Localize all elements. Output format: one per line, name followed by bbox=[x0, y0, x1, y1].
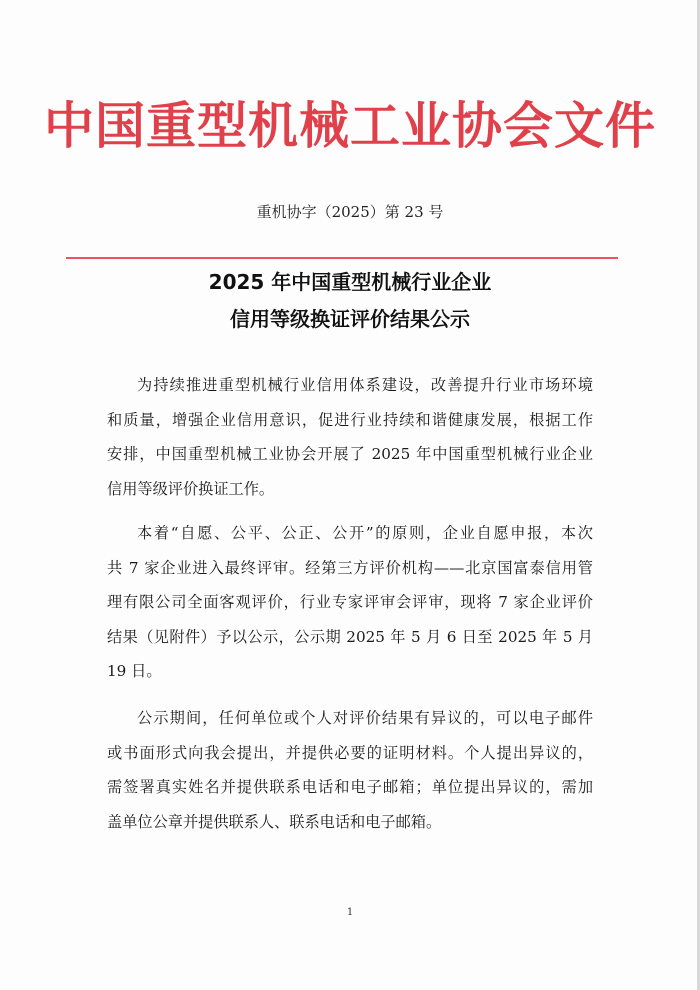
paragraph-line: 和质量，增强企业信用意识，促进行业持续和谐健康发展，根据工作 bbox=[107, 410, 593, 429]
paragraph-line: 盖单位公章并提供联系人、联系电话和电子邮箱。 bbox=[107, 812, 442, 831]
body-paragraph-1 bbox=[107, 368, 593, 506]
paragraph-line: 公示期间，任何单位或个人对评价结果有异议的，可以电子邮件 bbox=[137, 709, 593, 727]
page-number: 1 bbox=[346, 907, 354, 918]
paragraph-line: 结果（见附件）予以公示，公示期 2025 年 5 月 6 日至 2025 年 5 月 bbox=[107, 627, 593, 646]
document-number: 重机协字（2025）第 23 号 bbox=[256, 203, 444, 221]
org-header-title: 中国重型机械工业协会文件 bbox=[44, 96, 656, 155]
paragraph-line: 安排，中国重型机械工业协会开展了 2025 年中国重型机械行业企业 bbox=[107, 445, 593, 463]
red-divider-line bbox=[66, 257, 618, 259]
paragraph-line: 共 7 家企业进入最终评审。经第三方评价机构——北京国富泰信用管 bbox=[107, 558, 593, 577]
paragraph-line: 19 日。 bbox=[107, 662, 162, 680]
paragraph-line: 为持续推进重型机械行业信用体系建设，改善提升行业市场环境 bbox=[137, 376, 593, 394]
paragraph-line: 本着“自愿、公平、公正、公开”的原则，企业自愿申报，本次 bbox=[137, 524, 593, 542]
paragraph-line: 或书面形式向我会提出，并提供必要的证明材料。个人提出异议的， bbox=[107, 743, 593, 762]
paragraph-line: 需签署真实姓名并提供联系电话和电子邮箱；单位提出异议的，需加 bbox=[107, 778, 593, 796]
paragraph-line: 理有限公司全面客观评价，行业专家评审会评审，现将 7 家企业评价 bbox=[107, 593, 593, 611]
body-paragraph-3 bbox=[107, 701, 593, 839]
paragraph-line: 信用等级评价换证工作。 bbox=[107, 479, 275, 498]
document-title-line-2: 信用等级换证评价结果公示 bbox=[230, 307, 470, 331]
document-title-line-1: 2025 年中国重型机械行业企业 bbox=[208, 270, 492, 294]
body-paragraph-2 bbox=[107, 516, 593, 689]
